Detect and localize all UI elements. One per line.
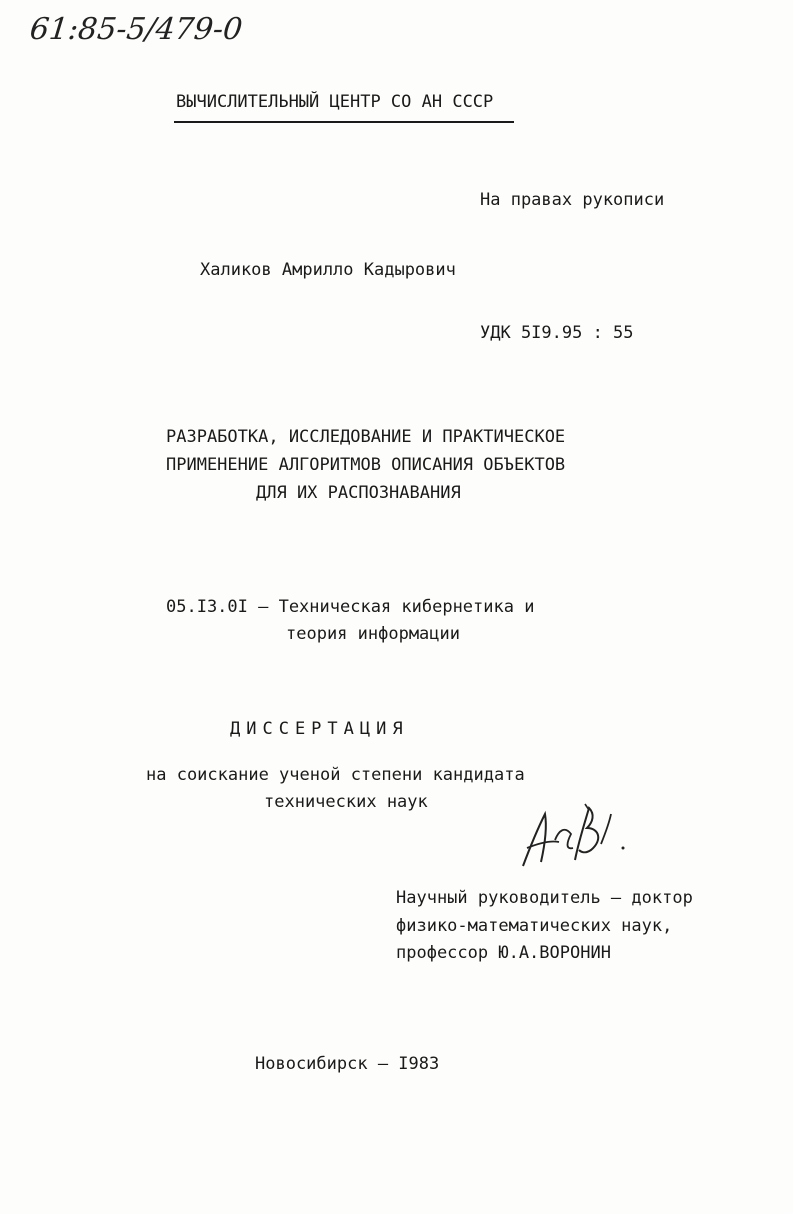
udc-code: УДК 5I9.95 : 55 <box>480 323 634 343</box>
document-type: ДИССЕРТАЦИЯ <box>230 719 409 739</box>
specialty-line-1: 05.I3.0I – Техническая кибернетика и <box>166 597 535 617</box>
supervisor-line-2: физико-математических наук, <box>396 916 673 936</box>
rights-note: На правах рукописи <box>480 190 665 210</box>
title-line-1: РАЗРАБОТКА, ИССЛЕДОВАНИЕ И ПРАКТИЧЕСКОЕ <box>166 427 566 447</box>
specialty-line-2: теория информации <box>286 624 460 644</box>
archive-number: 61:85-5/479-0 <box>28 12 245 47</box>
supervisor-signature <box>515 800 635 875</box>
city-year: Новосибирск – I983 <box>255 1054 440 1074</box>
author-name: Халиков Амрилло Кадырович <box>200 260 456 280</box>
degree-line-1: на соискание ученой степени кандидата <box>146 765 525 785</box>
supervisor-line-1: Научный руководитель – доктор <box>396 888 693 908</box>
institution-name: ВЫЧИСЛИТЕЛЬНЫЙ ЦЕНТР СО АН СССР <box>176 92 494 112</box>
degree-line-2: технических наук <box>264 792 428 812</box>
supervisor-line-3: профессор Ю.А.ВОРОНИН <box>396 943 611 963</box>
title-line-3: ДЛЯ ИХ РАСПОЗНАВАНИЯ <box>256 483 461 503</box>
title-line-2: ПРИМЕНЕНИЕ АЛГОРИТМОВ ОПИСАНИЯ ОБЪЕКТОВ <box>166 455 566 475</box>
institution-underline <box>174 121 514 123</box>
